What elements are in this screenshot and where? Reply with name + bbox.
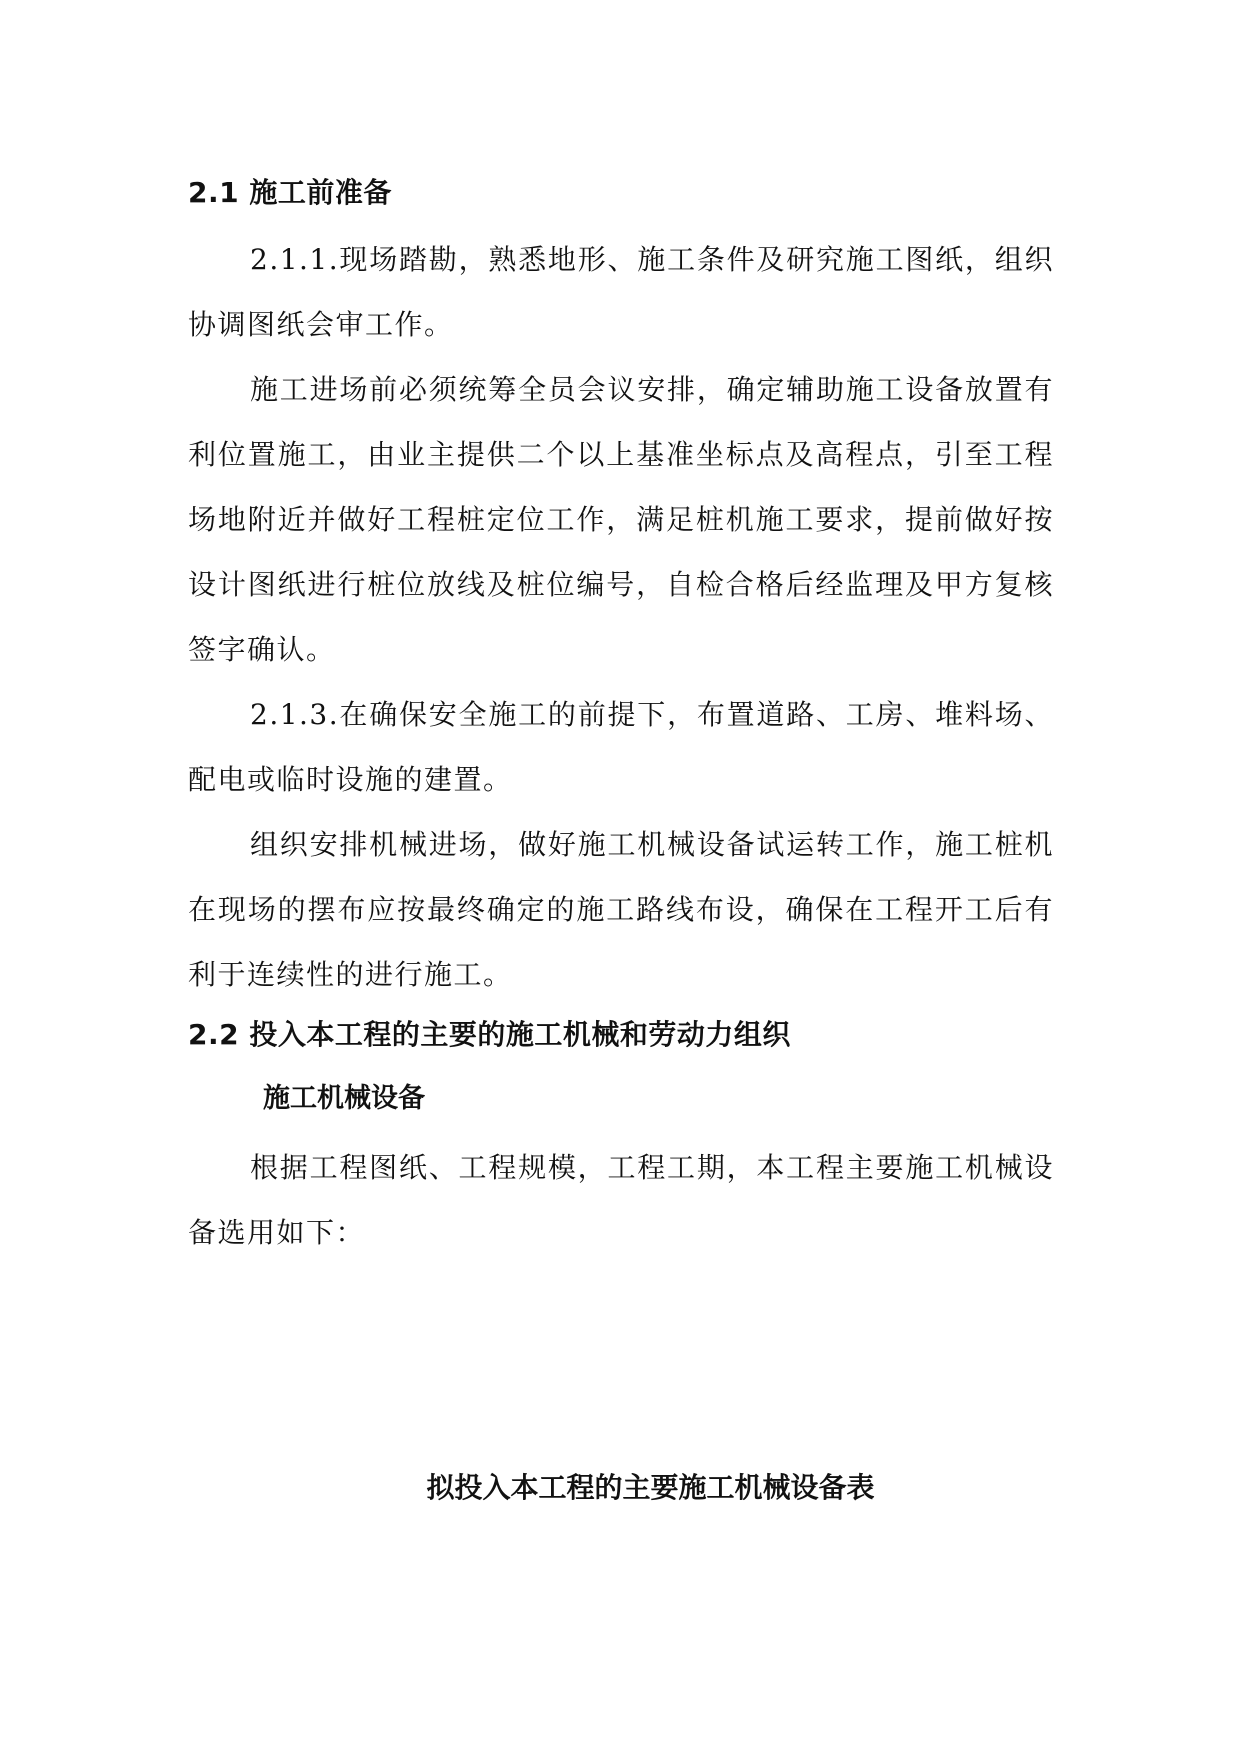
paragraph-site-survey: 2.1.1.现场踏勘，熟悉地形、施工条件及研究施工图纸，组织协调图纸会审工作。 <box>188 243 1054 341</box>
paragraph-pre-entry-meeting: 施工进场前必须统筹全员会议安排，确定辅助施工设备放置有利位置施工，由业主提供二个以上基准坐标点及高程点，引至工程场地附近并做好工程桩定位工作，满足桩机施工要求，提前做好按设计图纸进行桩位放线及桩位编号，自检合格后经监理及甲方复核签字确认。 <box>188 373 1054 666</box>
paragraph-machinery-entry: 组织安排机械进场，做好施工机械设备试运转工作，施工桩机在现场的摆布应按最终确定的施工路线布设，确保在工程开工后有利于连续性的进行施工。 <box>188 828 1054 991</box>
paragraph-site-layout: 2.1.3.在确保安全施工的前提下，布置道路、工房、堆料场、配电或临时设施的建置。 <box>188 698 1054 796</box>
table-title: 拟投入本工程的主要施工机械设备表 <box>426 1471 875 1504</box>
subheading-construction-machinery: 施工机械设备 <box>263 1083 425 1114</box>
section-heading-2-2: 2.2 投入本工程的主要的施工机械和劳动力组织 <box>188 1018 791 1051</box>
section-heading-2-1: 2.1 施工前准备 <box>188 176 392 209</box>
paragraph-machinery-selection: 根据工程图纸、工程规模，工程工期，本工程主要施工机械设备选用如下： <box>188 1151 1054 1249</box>
